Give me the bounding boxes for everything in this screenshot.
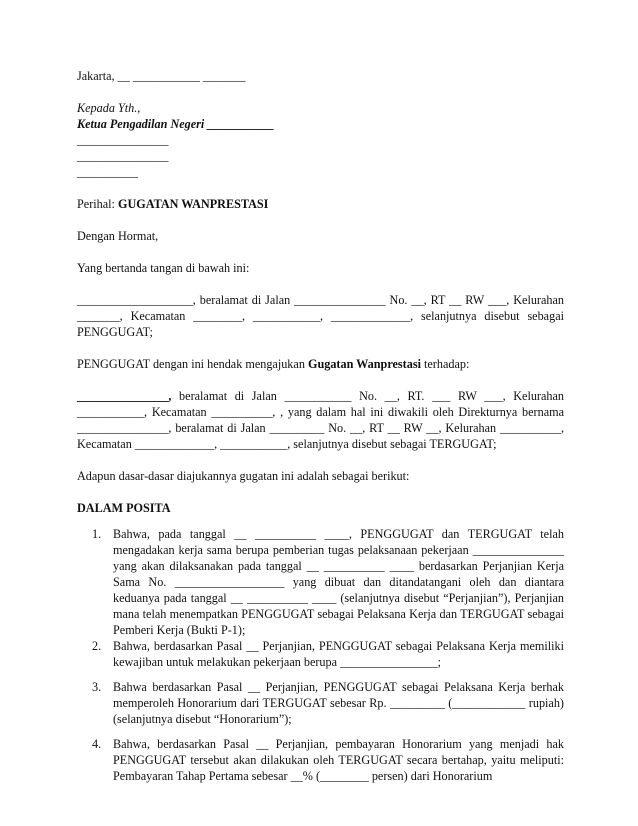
plaintiff-identity-paragraph: ___________________, beralamat di Jalan _______________ No. __, RT __ RW ___, Kelurahan _______, Kecamatan ________, ___________, _____________, selanjutnya disebut sebagai PENGGUGAT; <box>77 293 564 339</box>
subject-line <box>77 196 564 212</box>
filing-text: PENGGUGAT dengan ini hendak mengajukan <box>77 357 308 371</box>
address-blank-line: _______________ <box>77 149 169 163</box>
subject-label: Perihal: <box>77 197 118 211</box>
list-item-text: Bahwa, berdasarkan Pasal __ Perjanjian, PENGGUGAT sebagai Pelaksana Kerja memiliki kewajiban untuk melakukan pekerjaan berupa ________________; <box>113 639 564 669</box>
document-page <box>77 68 564 784</box>
filing-claim-type: Gugatan Wanprestasi <box>307 357 421 371</box>
posita-list <box>77 526 564 784</box>
defendant-identity-paragraph <box>77 388 564 452</box>
intro-paragraph: Yang bertanda tangan di bawah ini: <box>77 261 250 275</box>
addressee-salutation: Kepada Yth., <box>77 101 141 115</box>
list-item-text: Bahwa, pada tanggal __ __________ ____, PENGGUGAT dan TERGUGAT telah mengadakan kerja sama berupa pemberian tugas pelaksanaan pekerjaan _______________ yang akan dilaksanakan pada tanggal __ __________ ____ berdasarkan Perjanjian Kerja Sama No. __________________ yang dibuat dan ditandatangani oleh dan diantara keduanya pada tanggal __ __________ ____ (selanjutnya disebut “Perjanjian”), Perjanjian mana telah menempatkan PENGGUGAT sebagai Pelaksana Kerja dan TERGUGAT sebagai Pemberi Kerja (Bukti P-1); <box>113 527 564 637</box>
filing-paragraph <box>77 356 564 372</box>
list-item-number: 3. <box>92 680 102 694</box>
list-item <box>77 526 564 638</box>
list-item-text: Bahwa, berdasarkan Pasal __ Perjanjian, pembayaran Honorarium yang menjadi hak PENGGUGAT tersebut akan dilakukan oleh TERGUGAT secara bertahap, yaitu meliputi: Pembayaran Tahap Pertama sebesar __% (________ persen) dari Honorarium <box>113 737 564 783</box>
list-item-number: 4. <box>92 737 102 751</box>
list-item-number: 2. <box>92 639 102 653</box>
list-item <box>77 736 564 784</box>
place-date: Jakarta, __ ___________ _______ <box>77 69 246 83</box>
filing-text-end: terhadap: <box>420 357 470 371</box>
basis-intro: Adapun dasar-dasar diajukannya gugatan ini adalah sebagai berikut: <box>77 469 410 483</box>
list-item-text: Bahwa berdasarkan Pasal __ Perjanjian, PENGGUGAT sebagai Pelaksana Kerja berhak memperoleh Honorarium dari TERGUGAT sebesar Rp. _________ (____________ rupiah) (selanjutnya disebut “Honorarium”); <box>113 680 564 726</box>
list-item-number: 1. <box>92 527 102 541</box>
addressee-court: Ketua Pengadilan Negeri ___________ <box>77 117 275 131</box>
defendant-identity-text: beralamat di Jalan ___________ No. __, RT. ___ RW ___, Kelurahan ___________, Kecamatan __________, , yang dalam hal ini diwakili oleh Direkturnya bernama _______________, beralamat di Jalan _________ No. __, RT __ RW __, Kelurahan __________, Kecamatan _____________, ___________, selanjutnya disebut sebagai TERGUGAT; <box>77 389 564 451</box>
list-item <box>77 679 564 727</box>
section-heading: DALAM POSITA <box>77 501 171 515</box>
greeting: Dengan Hormat, <box>77 229 159 243</box>
address-blank-line: _______________ <box>77 133 169 147</box>
address-blank-line: __________ <box>77 165 138 179</box>
list-item <box>77 638 564 670</box>
defendant-name-blank: _______________, <box>77 389 172 403</box>
subject-value: GUGATAN WANPRESTASI <box>117 197 269 211</box>
